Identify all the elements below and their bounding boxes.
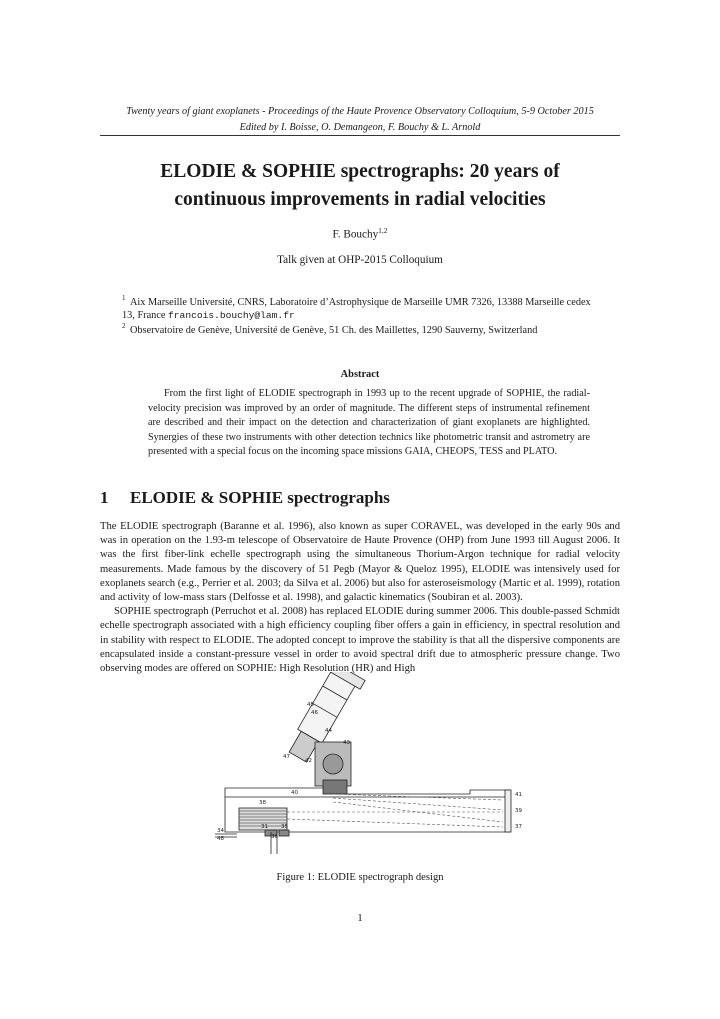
- figure-label-38: 38: [259, 800, 266, 806]
- section-number: 1: [100, 488, 109, 507]
- author-email-link[interactable]: francois.bouchy@lam.fr: [168, 310, 295, 321]
- figure-label-36: 36: [271, 834, 278, 840]
- abstract-text: From the first light of ELODIE spectrograph in 1993 up to the recent upgrade of SOPHIE, the radial-velocity precision was improved by an order of magnitude. The different steps of instrumental refinement are described and their impact on the detection and characterization of giant exoplanets are highlighted. Synergies of these two instruments with other detection technics like photometric transit and astrometry are presented with a special focus on the incoming space missions GAIA, CHEOPS, TESS and PLATO.: [148, 388, 590, 457]
- section-title: ELODIE & SOPHIE spectrographs: [130, 488, 390, 507]
- page-number: 1: [357, 912, 363, 924]
- talk-note: Talk given at OHP-2015 Colloquium: [277, 254, 443, 266]
- affil-2-mark: 2: [122, 322, 126, 330]
- affil-1-location: 13, France: [122, 310, 169, 321]
- elodie-spectrograph-figure: [215, 672, 535, 854]
- affil-2-text: Observatoire de Genève, Université de Genève, 51 Ch. des Maillettes, 1290 Sauverny, Switzerland: [130, 325, 538, 336]
- abstract-heading: Abstract: [340, 369, 380, 380]
- running-header-line-1: Twenty years of giant exoplanets - Proceedings of the Haute Provence Observatory Colloquium, 5-9 October 2015: [126, 106, 594, 117]
- figure-label-39: 39: [515, 808, 522, 814]
- title-line-2: continuous improvements in radial velocities: [174, 189, 546, 210]
- paper-title: [100, 158, 620, 214]
- figure-label-42: 42: [305, 758, 312, 764]
- author-line: [100, 226, 620, 241]
- header-rule: [100, 135, 620, 136]
- body-text: [100, 520, 620, 676]
- figure-label-41: 41: [515, 792, 522, 798]
- author-affil-marks: 1,2: [378, 226, 388, 235]
- paragraph-2: SOPHIE spectrograph (Perruchot et al. 2008) has replaced ELODIE during summer 2006. This double-passed Schmidt echelle spectrograph associated with a high efficiency coupling fiber offers a gain in efficiency, in spectral resolution and in stability with respect to ELODIE. The adopted concept to improve the stability is that all the dispersive components are encapsulated inside a constant-pressure vessel in order to avoid spectral drift due to atmospheric pressure change. Two observing modes are offered on SOPHIE: High Resolution (HR) and High: [100, 606, 620, 675]
- figure-label-34: 34: [217, 828, 224, 834]
- section-heading: [100, 488, 390, 508]
- figure-label-31: 31: [261, 824, 268, 830]
- affil-1-mark: 1: [122, 294, 126, 302]
- affil-1-line-2: [122, 310, 295, 321]
- figure-label-43: 43: [343, 740, 350, 746]
- author-name: F. Bouchy: [332, 228, 379, 241]
- figure-label-40: 40: [291, 790, 298, 796]
- affil-1-line-1: Aix Marseille Université, CNRS, Laboratoire d’Astrophysique de Marseille UMR 7326, 13388 Marseille cedex: [130, 297, 591, 308]
- figure-caption: Figure 1: ELODIE spectrograph design: [276, 872, 444, 883]
- figure-label-47: 47: [283, 754, 290, 760]
- running-header: [100, 104, 620, 136]
- figure-label-45: 45: [307, 702, 314, 708]
- figure-label-37: 37: [515, 824, 522, 830]
- paragraph-1: The ELODIE spectrograph (Baranne et al. 1996), also known as super CORAVEL, was developed in the early 90s and was in operation on the 1.93-m telescope of Observatoire de Haute Provence (OHP) from June 1993 till August 2006. It was the first fiber-link echelle spectrograph using the simultaneous Thorium-Argon technique for radial velocity measurements. Made famous by the discovery of 51 Pegb (Mayor & Queloz 1995), ELODIE was intensively used for exoplanets search (e.g., Perrier et al. 2003; da Silva et al. 2006) but also for asteroseismology (Martic et al. 1999), rotation and activity of low-mass stars (Delfosse et al. 1998), and galactic kinematics (Soubiran et al. 2003).: [100, 521, 620, 604]
- figure-label-48: 48: [217, 836, 224, 842]
- figure-label-46: 46: [311, 710, 318, 716]
- figure-label-44: 44: [325, 728, 332, 734]
- title-line-1: ELODIE & SOPHIE spectrographs: 20 years of: [160, 161, 560, 182]
- running-header-line-2: Edited by I. Boisse, O. Demangeon, F. Bouchy & L. Arnold: [239, 122, 481, 133]
- figure-label-35: 35: [281, 824, 288, 830]
